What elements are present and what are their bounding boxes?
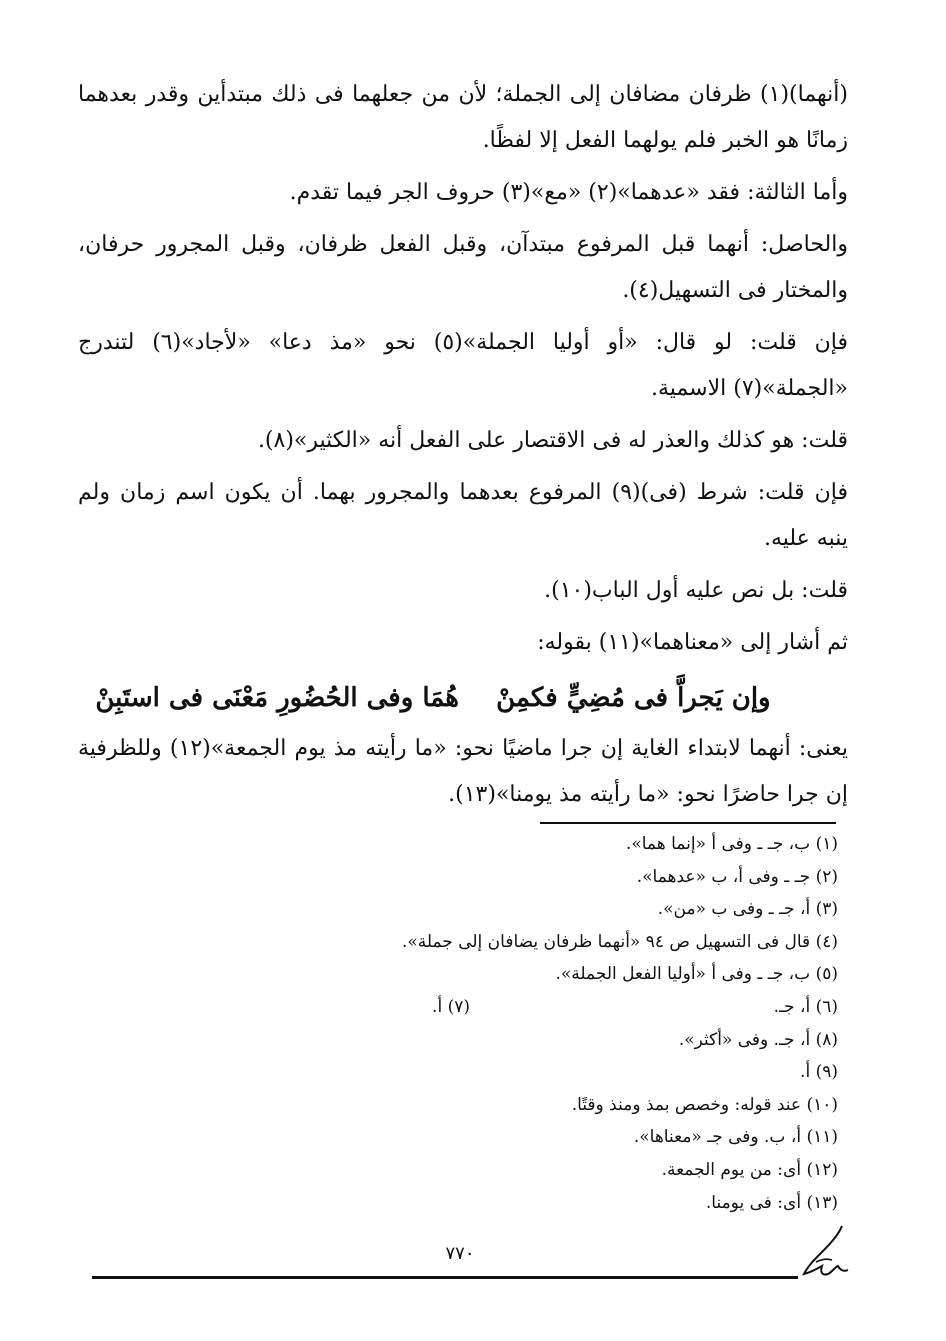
paragraph-1: (أنهما)(١) ظرفان مضافان إلى الجملة؛ لأن من جعلهما فى ذلك مبتدأين وقدر بعدهما زمانًا هو الخبر فلم يولهما الفعل إلا لفظًا. <box>78 82 848 153</box>
paragraph-3: والحاصل: أنهما قبل المرفوع مبتدآن، وقبل الفعل ظرفان، وقبل المجرور حرفان، والمختار فى التسهيل(٤). <box>78 232 848 303</box>
footnote-10: (١٠) عند قوله: وخصص بمذ ومنذ وقتًا. <box>571 1094 838 1115</box>
footnote-2: (٢) جـ ـ وفى أ، ب «عدهما». <box>636 866 838 887</box>
footnote-13: (١٣) أى: فى يومنا. <box>705 1192 838 1213</box>
verse-hemistich-2: هُمَا وفى الحُضُورِ مَعْنَى فى استَبِنْ <box>95 683 460 713</box>
paragraph-8: ثم أشار إلى «معناهما»(١١) بقوله: <box>537 630 848 655</box>
footnote-5: (٥) ب، جـ ـ وفى أ «أوليا الفعل الجملة». <box>555 964 838 985</box>
footnote-8: (٨) أ، جـ. وفى «أكثر». <box>678 1029 838 1050</box>
bottom-divider <box>92 1276 798 1279</box>
footnote-divider <box>540 822 836 824</box>
footnote-11: (١١) أ، ب. وفى جـ «معناها». <box>633 1127 838 1148</box>
footnote-9: (٩) أ. <box>800 1062 838 1083</box>
paragraph-7: قلت: بل نص عليه أول الباب(١٠). <box>544 578 848 603</box>
paragraph-6: فإن قلت: شرط (فى)(٩) المرفوع بعدهما والمجرور بهما. أن يكون اسم زمان ولم ينبه عليه. <box>78 480 848 551</box>
page-number: ٧٧٠ <box>445 1243 475 1264</box>
paragraph-explanation: يعنى: أنهما لابتداء الغاية إن جرا ماضيًا نحو: «ما رأيته مذ يوم الجمعة»(١٢) وللظرفية إن جرا حاضرًا نحو: «ما رأيته مذ يومنا»(١٣). <box>78 736 848 807</box>
paragraph-2: وأما الثالثة: فقد «عدهما»(٢) «مع»(٣) حروف الجر فيما تقدم. <box>289 180 848 205</box>
signature-flourish <box>798 1222 852 1284</box>
footnotes <box>278 828 838 1219</box>
verse-line <box>78 672 848 724</box>
footnote-7: (٧) أ. <box>432 996 470 1017</box>
footnote-3: (٣) أ، جـ ـ وفى ب «من». <box>657 899 838 920</box>
paragraph-4: فإن قلت: لو قال: «أو أوليا الجملة»(٥) نحو «مذ دعا» «لأجاد»(٦) لتندرج «الجملة»(٧) الاسمية. <box>78 330 848 401</box>
paragraph-5: قلت: هو كذلك والعذر له فى الاقتصار على الفعل أنه «الكثير»(٨). <box>257 428 848 453</box>
footnote-4: (٤) قال فى التسهيل ص ٩٤ «أنهما ظرفان يضافان إلى جملة». <box>401 931 838 952</box>
main-text <box>78 72 848 824</box>
footnote-6-row <box>278 991 838 1024</box>
footnote-6: (٦) أ، جـ. <box>773 996 838 1017</box>
verse-hemistich-1: وإن يَجراَّ فى مُضِيٍّ فكمِنْ <box>496 683 771 713</box>
footnote-1: (١) ب، جـ ـ وفى أ «إنما هما». <box>625 834 838 854</box>
footnote-12: (١٢) أى: من يوم الجمعة. <box>661 1159 838 1180</box>
